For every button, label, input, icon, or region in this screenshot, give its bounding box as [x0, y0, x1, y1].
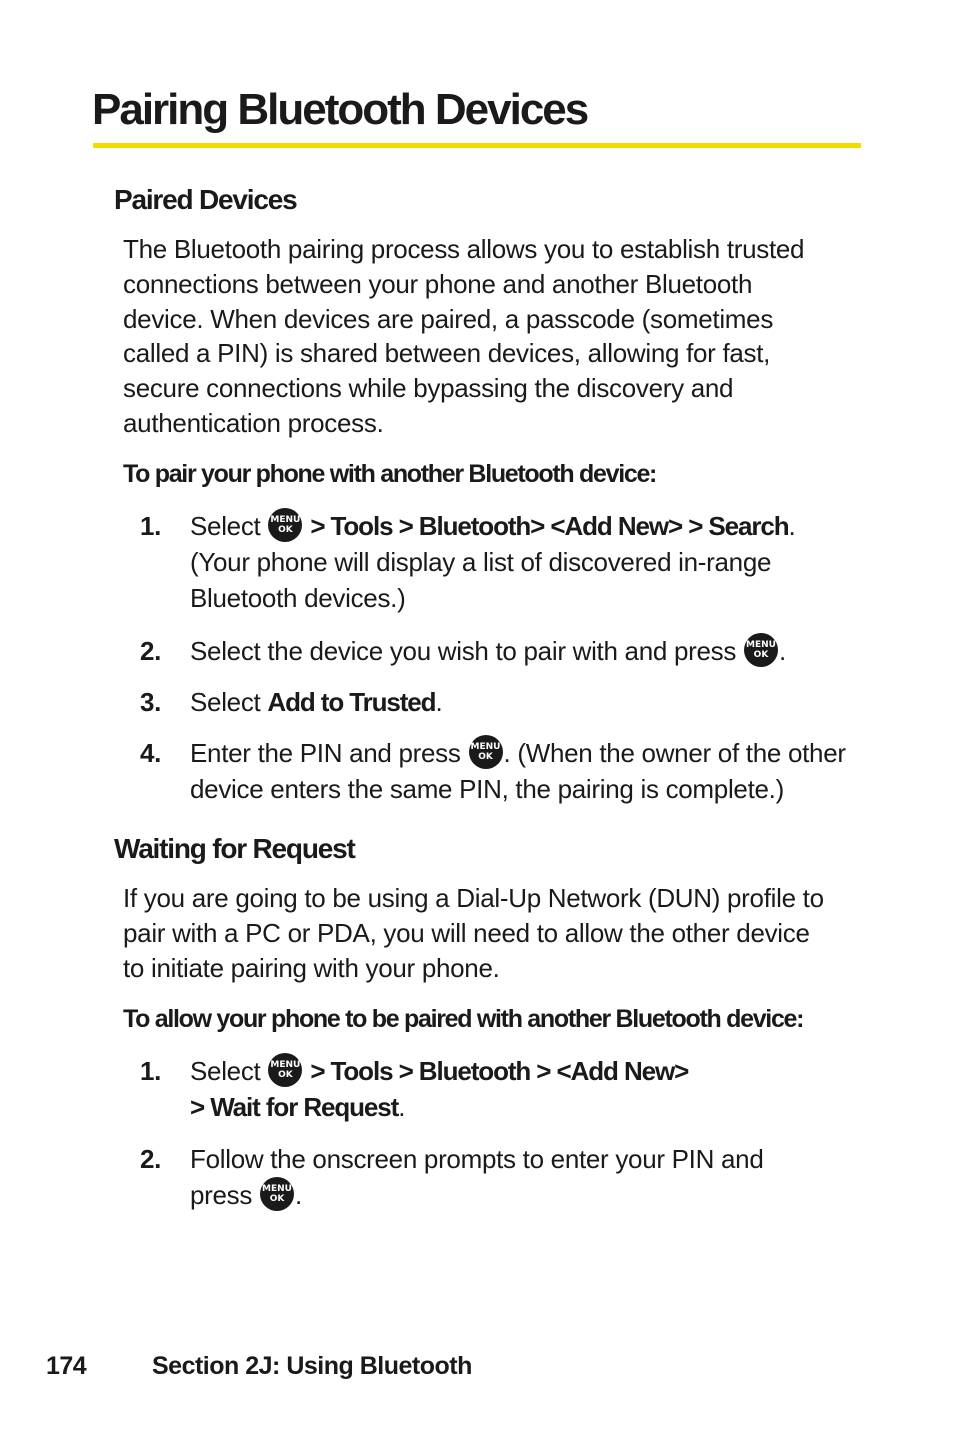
step-text: Select	[190, 687, 261, 717]
menu-ok-key-icon: MENU OK	[260, 1177, 294, 1211]
step-number: 1.	[140, 1056, 162, 1086]
step-body	[190, 684, 870, 720]
step-body	[190, 735, 870, 807]
paired-intro-paragraph	[123, 232, 863, 441]
paragraph-line: secure connections while bypassing the discovery and	[123, 373, 734, 404]
step-line: (Your phone will display a list of discovered in-range	[190, 547, 772, 577]
step-line	[190, 633, 870, 669]
step-text: .	[788, 511, 796, 541]
menu-path: > Wait for Request	[190, 1092, 399, 1122]
menu-path: > Tools > Bluetooth > <Add New>	[310, 1056, 689, 1086]
menu-ok-key-icon: MENU OK	[469, 735, 503, 769]
footer-section-title: Section 2J: Using Bluetooth	[152, 1352, 472, 1380]
menu-ok-key-icon: MENU OK	[268, 1053, 302, 1087]
menu-ok-key-icon: MENU OK	[268, 508, 302, 542]
step-line	[190, 508, 870, 544]
menu-option: Add to Trusted	[267, 687, 436, 717]
paired-lead-instruction: To pair your phone with another Bluetooth device:	[123, 460, 657, 488]
section-heading-paired-devices: Paired Devices	[114, 184, 297, 215]
paragraph-line: If you are going to be using a Dial-Up Network (DUN) profile to	[123, 883, 824, 913]
paragraph-line: authentication process.	[123, 407, 384, 438]
section-heading-waiting-for-request: Waiting for Request	[114, 833, 355, 864]
paragraph-line: device. When devices are paired, a passcode (sometimes	[123, 303, 774, 334]
step-text: .	[295, 1180, 302, 1210]
step-text: Enter the PIN and press	[190, 738, 461, 768]
step-number: 1.	[140, 511, 162, 541]
step-number: 2.	[140, 1144, 162, 1174]
step-text: .	[778, 636, 786, 666]
paragraph-line: to initiate pairing with your phone.	[123, 952, 500, 983]
step-text: Select the device you wish to pair with and press	[190, 636, 737, 666]
waiting-lead-instruction: To allow your phone to be paired with another Bluetooth device:	[123, 1005, 804, 1033]
step-line	[190, 1053, 870, 1089]
menu-ok-key-icon: MENU OK	[744, 633, 778, 667]
step-number: 3.	[140, 687, 162, 717]
paragraph-line: called a PIN) is shared between devices, allowing for fast,	[123, 338, 771, 369]
step-line: Follow the onscreen prompts to enter your PIN and	[190, 1144, 764, 1174]
step-number: 2.	[140, 636, 162, 666]
step-number: 4.	[140, 738, 162, 768]
page-title: Pairing Bluetooth Devices	[92, 85, 588, 134]
step-text: . (When the owner of the other	[503, 738, 846, 768]
title-rule	[93, 143, 861, 148]
paragraph-line: pair with a PC or PDA, you will need to allow the other device	[123, 917, 810, 948]
step-line	[190, 735, 870, 771]
page-number: 174	[46, 1352, 87, 1380]
step-body	[190, 633, 870, 669]
step-line	[190, 1177, 870, 1213]
step-line: Bluetooth devices.)	[190, 583, 406, 613]
step-body	[190, 1141, 870, 1213]
step-text: .	[435, 687, 443, 717]
waiting-intro-paragraph	[123, 881, 863, 985]
step-text: press	[190, 1180, 253, 1210]
step-text: Select	[190, 511, 261, 541]
step-text: Select	[190, 1056, 261, 1086]
menu-path: > Tools > Bluetooth> <Add New> > Search	[310, 511, 789, 541]
step-line	[190, 1089, 870, 1125]
paragraph-line: The Bluetooth pairing process allows you to establish trusted	[123, 234, 805, 264]
step-line: device enters the same PIN, the pairing is complete.)	[190, 774, 784, 804]
step-line	[190, 684, 870, 720]
step-body	[190, 508, 870, 616]
step-body	[190, 1053, 870, 1125]
paragraph-line: connections between your phone and another Bluetooth	[123, 268, 753, 299]
step-text: .	[398, 1092, 406, 1122]
